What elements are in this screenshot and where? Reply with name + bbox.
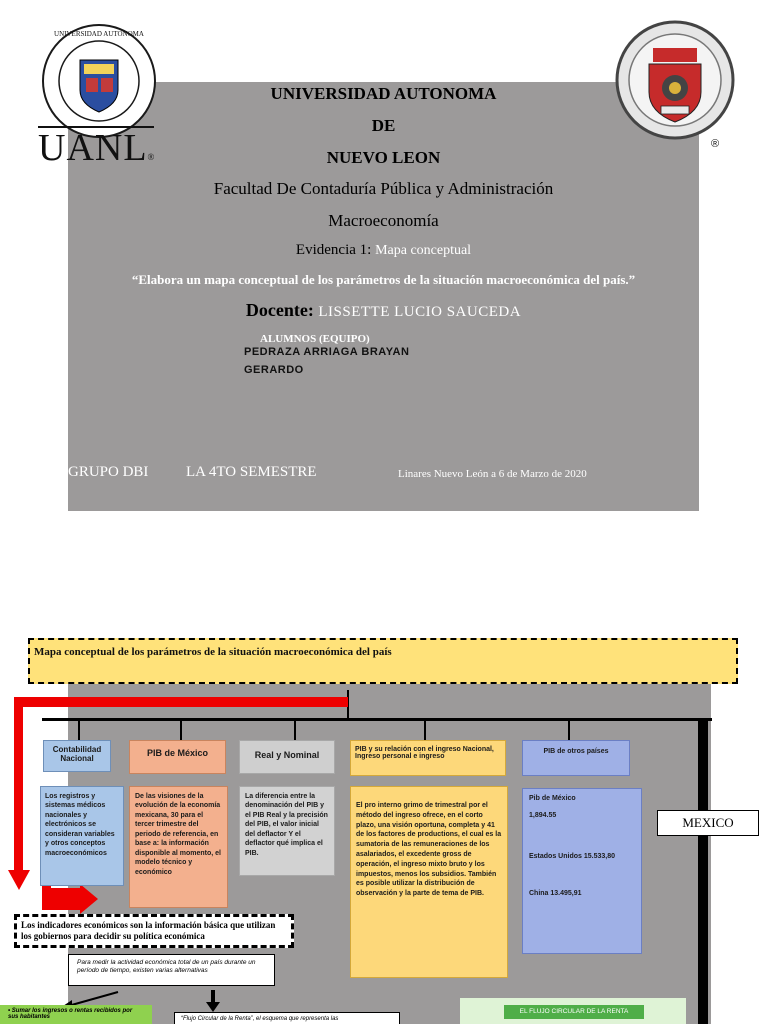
- red-arrow-horizontal: [14, 697, 348, 707]
- semester-label: LA 4TO SEMESTRE: [186, 464, 317, 480]
- red-arrow-vertical-left: [14, 697, 23, 873]
- faculty-name: Facultad De Contaduría Pública y Administración: [213, 179, 554, 198]
- university-line-2: DE: [371, 116, 396, 135]
- evidence-value: Mapa conceptual: [375, 243, 472, 258]
- connector-horizontal: [42, 718, 712, 721]
- pib-mexico-value: 1,894.55: [529, 812, 557, 819]
- cover-panel: [68, 82, 699, 511]
- pib-mexico-label: Pib de México: [529, 795, 576, 802]
- contabilidad-content: Los registros y sistemas médicos nacionales y electrónicos se consideran variables y otros conceptos macroeconómicos: [40, 786, 124, 886]
- connector-drop-5: [568, 720, 570, 740]
- teacher-label: Docente:: [245, 300, 314, 320]
- flujo-circular-title: EL FLUJO CIRCULAR DE LA RENTA: [504, 1005, 644, 1019]
- indicadores-box: Los indicadores económicos son la información básica que utilizan los gobiernos para decidir su política económica: [14, 914, 294, 948]
- evidence-label: Evidencia 1:: [295, 242, 372, 258]
- medir-box: Para medir la actividad económica total de un país durante un período de tiempo, existen varias alternativas: [68, 954, 275, 986]
- teacher-line: [68, 300, 699, 321]
- subject-name: Macroeconomía: [328, 211, 439, 230]
- svg-text:UNIVERSIDAD AUTONOMA: UNIVERSIDAD AUTONOMA: [54, 30, 144, 38]
- student-line-2: GERARDO: [244, 364, 304, 376]
- red-arrow-head-left: [8, 870, 30, 890]
- connector-drop-1: [78, 720, 80, 740]
- uanl-wordmark: UANL: [38, 127, 148, 169]
- connector-drop-4: [424, 720, 426, 740]
- real-nominal-content: La diferencia entre la denominación del PIB y el PIB Real y la precisión del PIB, el valor inicial del deflactor Y el deflactor qué implica el PIB.: [239, 786, 335, 876]
- registered-mark: ®: [147, 152, 156, 162]
- sumar-text: Sumar los ingresos o rentas recibidos por sus habitantes: [8, 1008, 133, 1020]
- header-real-nominal: Real y Nominal: [239, 740, 335, 774]
- header-pib-ingreso: PIB y su relación con el ingreso Nacional, Ingreso personal e ingreso: [350, 740, 506, 776]
- group-label: GRUPO DBI: [68, 464, 149, 480]
- right-vertical-bar: [698, 720, 708, 1024]
- map-title: Mapa conceptual de los parámetros de la situación macroeconómica del país: [34, 646, 392, 658]
- header-otros-paises: PIB de otros países: [522, 740, 630, 776]
- flujo-box: “Flujo Circular de la Renta”, el esquema que representa las: [174, 1012, 400, 1024]
- map-title-box: [28, 638, 738, 684]
- red-arrow-head-right: [42, 884, 98, 914]
- pib-mexico-content: De las visiones de la evolución de la economía mexicana, 30 para el tercer trimestre del periodo de referencia, en base a: la información disponible al momento, el modelo técnico y económico: [129, 786, 228, 908]
- university-line-3: NUEVO LEON: [326, 148, 441, 167]
- header-pib-mexico: PIB de México: [129, 740, 226, 774]
- arrow-to-flujo: [206, 990, 220, 1012]
- facpya-registered-mark: ®: [711, 138, 720, 150]
- students-label: ALUMNOS (EQUIPO): [260, 333, 370, 345]
- bullet-icon: •: [8, 1008, 11, 1014]
- assignment-text: “Elabora un mapa conceptual de los parámetros de la situación macroeconómica del país.”: [131, 272, 636, 287]
- pib-ingreso-content: El pro interno grimo de trimestral por el método del ingreso ofrece, en el corto plazo, una visión oportuna, completa y 41 de los factores de productions, el cual es la sumatoria de las remuneraciones de los asalariados, el excedente gross de operación, el ingreso mixto bruto y los impuestos, menos los subsidios. También es posible utilizar la distribución de observación y la parte de tema de PIB.: [350, 786, 508, 978]
- university-line-1: UNIVERSIDAD AUTONOMA: [270, 84, 497, 103]
- evidence-line: [68, 242, 699, 259]
- pib-china: China 13.495,91: [529, 890, 582, 897]
- connector-drop-3: [294, 720, 296, 740]
- connector-drop-2: [180, 720, 182, 740]
- place-date: Linares Nuevo León a 6 de Marzo de 2020: [398, 468, 587, 480]
- otros-paises-content: [522, 788, 642, 954]
- pib-usa: Estados Unidos 15.533,80: [529, 853, 615, 860]
- sumar-box: [0, 1005, 152, 1024]
- student-line-1: PEDRAZA ARRIAGA BRAYAN: [244, 346, 410, 358]
- header-contabilidad: Contabilidad Nacional: [43, 740, 111, 772]
- mexico-box: MEXICO: [657, 810, 759, 836]
- teacher-name: LISSETTE LUCIO SAUCEDA: [318, 304, 522, 320]
